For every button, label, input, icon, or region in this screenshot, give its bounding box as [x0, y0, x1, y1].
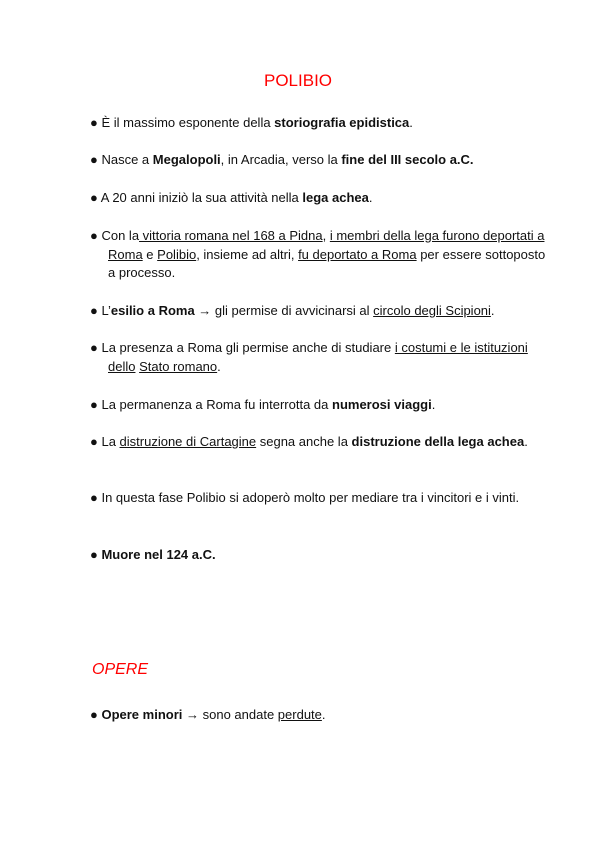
bullet-text: . — [321, 707, 326, 722]
page-title: POLIBIO — [263, 71, 333, 90]
bullet-item — [90, 396, 548, 415]
underlined-text: distruzione di Cartagine — [119, 434, 257, 449]
bullet-text: . — [490, 303, 495, 318]
bold-text: esilio a Roma — [110, 303, 195, 318]
bold-text: fine del III secolo a.C. — [341, 152, 474, 167]
bullet-text: Nasce a — [101, 152, 153, 167]
bullet-item — [90, 114, 548, 133]
bold-text: storiografia epidistica — [274, 115, 410, 130]
bullet-text: In questa fase Polibio si adoperò molto per mediare tra i vincitori e i vinti. — [101, 490, 520, 505]
underlined-text: fu deportato a Roma — [298, 246, 417, 262]
section-title-opere: OPERE — [92, 661, 149, 678]
bullet-text: L’ — [101, 303, 111, 318]
bullet-glyph: ● — [90, 152, 102, 167]
underlined-text: perdute — [277, 707, 322, 722]
underlined-text: circolo degli Scipioni — [373, 303, 491, 318]
bullet-item — [90, 706, 548, 725]
bold-text: distruzione della lega achea — [351, 434, 525, 449]
bullet-item — [90, 227, 548, 283]
bullet-text: → gli permise di avvicinarsi al — [194, 303, 374, 318]
bullet-text: La presenza a Roma gli permise anche di studiare — [101, 340, 395, 355]
bullet-text: Con la — [101, 228, 140, 243]
underlined-text: i membri della lega furono deportati a Roma — [108, 228, 545, 262]
underlined-text: Stato romano — [139, 358, 218, 374]
bullet-text: , — [322, 228, 330, 243]
bullet-text: La permanenza a Roma fu interrotta da — [101, 397, 332, 412]
bullet-glyph: ● — [90, 490, 102, 505]
bullet-item — [90, 489, 548, 508]
bullet-text: e — [142, 246, 158, 262]
bullet-glyph: ● — [90, 707, 102, 722]
bold-text: Opere minori — [101, 707, 183, 722]
bullet-item — [90, 433, 548, 452]
bold-text: lega achea — [302, 190, 369, 205]
bullet-glyph: ● — [90, 434, 102, 449]
bullet-text: . — [431, 397, 436, 412]
bullet-item — [90, 339, 548, 376]
bullet-text: → sono andate — [182, 707, 278, 722]
underlined-text: Polibio — [157, 246, 197, 262]
bullet-glyph: ● — [90, 115, 102, 130]
bullet-glyph: ● — [90, 228, 102, 243]
bullet-item — [90, 302, 548, 321]
bullet-item — [90, 189, 548, 208]
bold-text: Megalopoli — [152, 152, 221, 167]
bullet-glyph: ● — [90, 340, 102, 355]
bold-text: numerosi viaggi — [332, 397, 432, 412]
bullet-item — [90, 546, 548, 565]
bullet-text: . — [409, 115, 413, 130]
bullet-text: . — [524, 434, 528, 449]
bullet-glyph: ● — [90, 397, 102, 412]
bullet-item — [90, 151, 548, 170]
bullet-text: , insieme ad altri, — [196, 246, 299, 262]
bold-text: Muore nel 124 a.C. — [101, 547, 216, 562]
bullet-text: per essere sottoposto a processo. — [108, 246, 546, 280]
bullet-text: La — [101, 434, 120, 449]
underlined-text: vittoria romana nel 168 a Pidna — [139, 228, 323, 243]
underlined-text: i costumi e le istituzioni dello — [108, 340, 528, 374]
bullet-text: , in Arcadia, verso la — [220, 152, 342, 167]
bullet-text: segna anche la — [256, 434, 352, 449]
bullet-glyph: ● — [90, 547, 102, 562]
bullet-glyph: ● — [90, 190, 101, 205]
bullet-text: È il massimo esponente della — [101, 115, 275, 130]
bullet-text: . — [217, 358, 221, 374]
bullet-glyph: ● — [90, 303, 102, 318]
bullet-text: A 20 anni iniziò la sua attività nella — [100, 190, 303, 205]
bullet-text: . — [368, 190, 373, 205]
